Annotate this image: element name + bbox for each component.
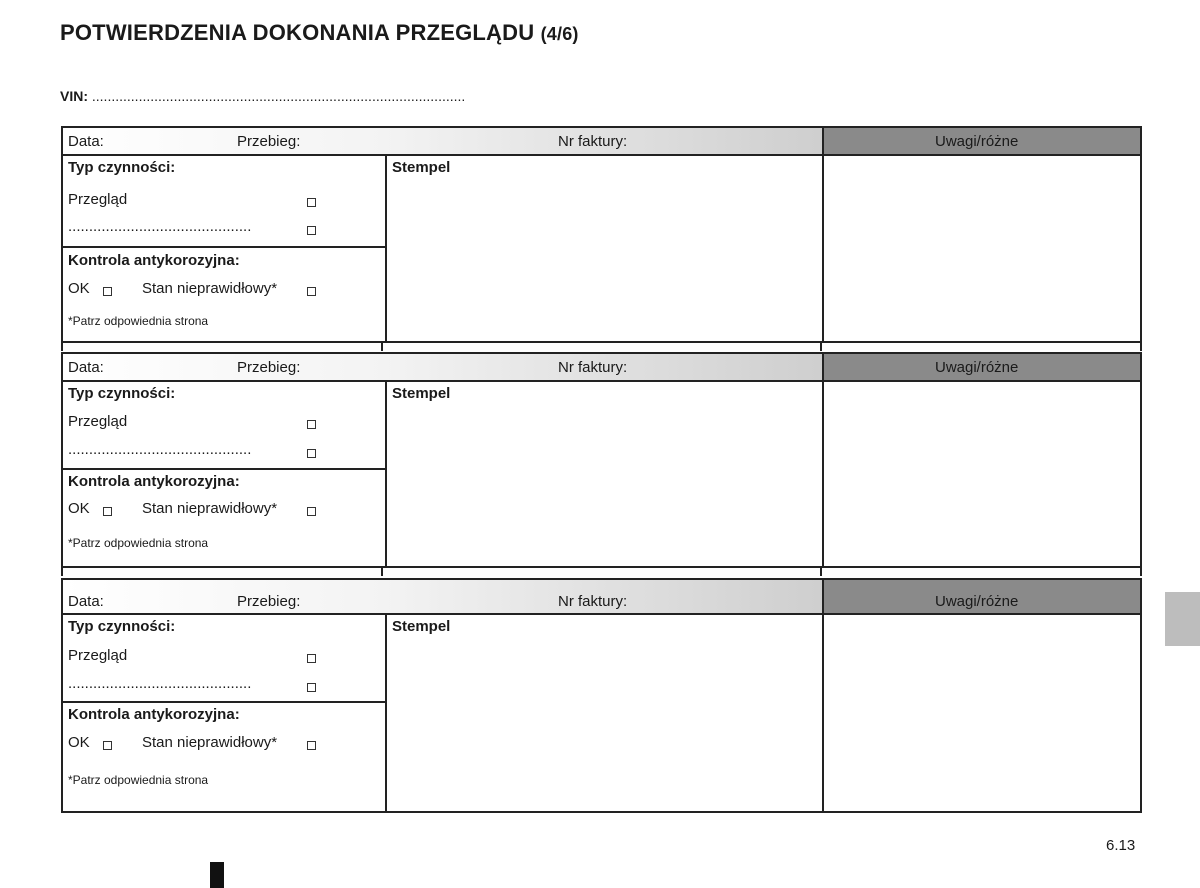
connector-right	[820, 568, 1142, 576]
section-divider	[63, 468, 385, 470]
vin-line	[60, 88, 465, 104]
page-number: 6.13	[1106, 837, 1136, 854]
przeglad-checkbox[interactable]	[307, 420, 316, 429]
other-service-checkbox[interactable]	[307, 683, 316, 692]
kontrola-label: Kontrola antykorozyjna:	[68, 706, 240, 723]
record-header	[63, 128, 1140, 156]
service-type-panel	[63, 156, 387, 341]
ok-label: OK	[68, 280, 90, 297]
ok-label: OK	[68, 734, 90, 751]
page-title-text: POTWIERDZENIA DOKONANIA PRZEGLĄDU	[60, 20, 535, 45]
typ-czynnosci-label: Typ czynności:	[68, 385, 176, 402]
service-type-panel	[63, 615, 387, 811]
service-record-2	[61, 352, 1142, 568]
nr-faktury-label: Nr faktury:	[558, 359, 628, 376]
stan-label: Stan nieprawidłowy*	[142, 500, 278, 517]
przeglad-label: Przegląd	[68, 191, 128, 208]
stan-checkbox[interactable]	[307, 507, 316, 516]
typ-czynnosci-label: Typ czynności:	[68, 618, 176, 635]
chapter-tab	[1165, 592, 1200, 646]
page-title-suffix: (4/6)	[540, 24, 579, 44]
vin-field[interactable]: ................................................................................................	[91, 88, 466, 104]
connector-left	[61, 343, 383, 351]
other-service-line[interactable]: ............................................	[68, 441, 252, 458]
stan-label: Stan nieprawidłowy*	[142, 280, 278, 297]
stempel-label: Stempel	[392, 618, 451, 635]
przebieg-label: Przebieg:	[237, 593, 301, 610]
connector-right	[820, 343, 1142, 351]
stempel-label: Stempel	[392, 385, 451, 402]
other-service-checkbox[interactable]	[307, 449, 316, 458]
kontrola-label: Kontrola antykorozyjna:	[68, 252, 240, 269]
stan-label: Stan nieprawidłowy*	[142, 734, 278, 751]
service-record-3	[61, 578, 1142, 813]
section-divider	[63, 701, 385, 703]
record-connector	[61, 568, 1142, 576]
ok-checkbox[interactable]	[103, 287, 112, 296]
data-label: Data:	[68, 593, 104, 610]
nr-faktury-label: Nr faktury:	[558, 133, 628, 150]
ok-label: OK	[68, 500, 90, 517]
przebieg-label: Przebieg:	[237, 133, 301, 150]
uwagi-panel[interactable]	[822, 615, 1140, 811]
przeglad-label: Przegląd	[68, 413, 128, 430]
footnote: *Patrz odpowiednia strona	[68, 314, 209, 328]
przeglad-checkbox[interactable]	[307, 654, 316, 663]
uwagi-panel[interactable]	[822, 156, 1140, 341]
uwagi-label: Uwagi/różne	[935, 133, 1019, 150]
connector-left	[61, 568, 383, 576]
record-connector	[61, 343, 1142, 351]
uwagi-label: Uwagi/różne	[935, 359, 1019, 376]
przeglad-label: Przegląd	[68, 647, 128, 664]
nr-faktury-label: Nr faktury:	[558, 593, 628, 610]
typ-czynnosci-label: Typ czynności:	[68, 159, 176, 176]
kontrola-label: Kontrola antykorozyjna:	[68, 473, 240, 490]
uwagi-label: Uwagi/różne	[935, 593, 1019, 610]
stempel-label: Stempel	[392, 159, 451, 176]
vin-label: VIN:	[60, 88, 88, 104]
przebieg-label: Przebieg:	[237, 359, 301, 376]
service-type-panel	[63, 382, 387, 566]
record-header	[63, 580, 1140, 615]
other-service-line[interactable]: ............................................	[68, 675, 252, 692]
przeglad-checkbox[interactable]	[307, 198, 316, 207]
record-header	[63, 354, 1140, 382]
service-record-1	[61, 126, 1142, 343]
data-label: Data:	[68, 133, 104, 150]
ok-checkbox[interactable]	[103, 507, 112, 516]
footnote: *Patrz odpowiednia strona	[68, 773, 209, 787]
stan-checkbox[interactable]	[307, 287, 316, 296]
section-divider	[63, 246, 385, 248]
crop-mark	[210, 862, 224, 888]
stan-checkbox[interactable]	[307, 741, 316, 750]
data-label: Data:	[68, 359, 104, 376]
other-service-line[interactable]: ............................................	[68, 218, 252, 235]
other-service-checkbox[interactable]	[307, 226, 316, 235]
ok-checkbox[interactable]	[103, 741, 112, 750]
page-title	[60, 20, 579, 46]
uwagi-panel[interactable]	[822, 382, 1140, 566]
footnote: *Patrz odpowiednia strona	[68, 536, 209, 550]
